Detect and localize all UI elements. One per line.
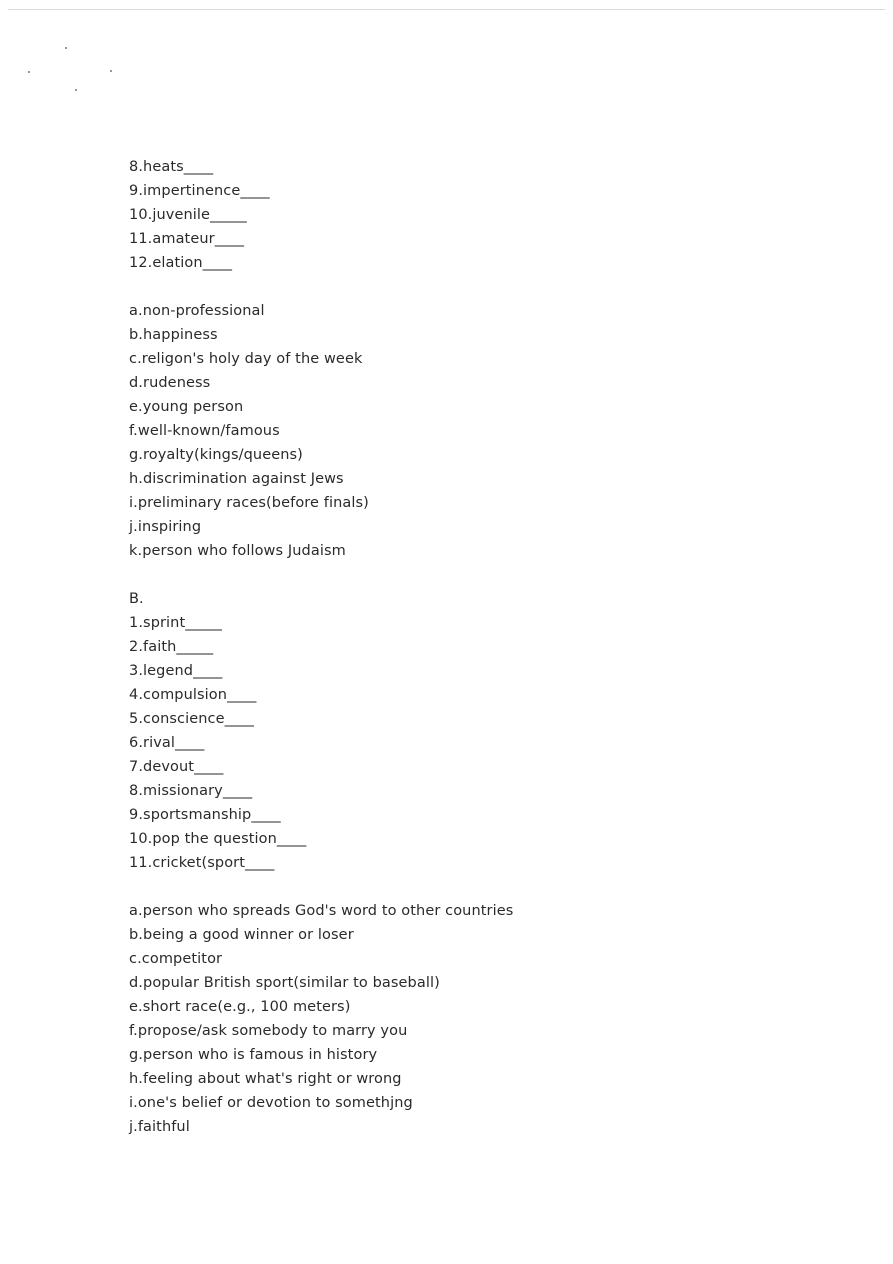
vocab-item: 9.impertinence____ <box>129 183 270 199</box>
definition-item: a.non-professional <box>129 303 265 319</box>
part-b-word-list <box>129 611 729 875</box>
vocab-item: 11.amateur____ <box>129 231 245 247</box>
scan-edge-line <box>8 9 885 10</box>
vocab-item: 12.elation____ <box>129 255 233 271</box>
scan-speck <box>65 47 67 49</box>
vocab-item: 10.pop the question____ <box>129 831 307 847</box>
part-b-definition-list <box>129 899 729 1139</box>
vocab-item: 10.juvenile_____ <box>129 207 247 223</box>
definition-item: d.popular British sport(similar to baseball) <box>129 975 440 991</box>
definition-item: b.being a good winner or loser <box>129 927 354 943</box>
definition-item: k.person who follows Judaism <box>129 543 346 559</box>
scan-speck <box>110 70 112 72</box>
definition-item: a.person who spreads God's word to other countries <box>129 903 514 919</box>
scan-speck <box>75 89 77 91</box>
vocab-item: 8.heats____ <box>129 159 214 175</box>
vocab-item: 1.sprint_____ <box>129 615 223 631</box>
definition-item: g.person who is famous in history <box>129 1047 378 1063</box>
definition-item: e.young person <box>129 399 244 415</box>
vocab-item: 8.missionary____ <box>129 783 253 799</box>
vocab-item: 2.faith_____ <box>129 639 214 655</box>
vocab-item: 7.devout____ <box>129 759 224 775</box>
vocab-item: 9.sportsmanship____ <box>129 807 281 823</box>
worksheet-body <box>129 155 729 1139</box>
part-a-definition-list <box>129 299 729 563</box>
definition-item: c.competitor <box>129 951 223 967</box>
definition-item: h.feeling about what's right or wrong <box>129 1071 402 1087</box>
definition-item: e.short race(e.g., 100 meters) <box>129 999 351 1015</box>
scan-speck <box>28 71 30 73</box>
vocab-item: 5.conscience____ <box>129 711 255 727</box>
section-heading: B. <box>129 591 144 607</box>
definition-item: i.preliminary races(before finals) <box>129 495 369 511</box>
vocab-item: 11.cricket(sport____ <box>129 855 275 871</box>
definition-item: j.inspiring <box>129 519 202 535</box>
definition-item: c.religon's holy day of the week <box>129 351 363 367</box>
definition-item: j.faithful <box>129 1119 190 1135</box>
definition-item: g.royalty(kings/queens) <box>129 447 303 463</box>
part-a-word-list <box>129 155 729 275</box>
vocab-item: 3.legend____ <box>129 663 223 679</box>
definition-item: h.discrimination against Jews <box>129 471 344 487</box>
definition-item: f.propose/ask somebody to marry you <box>129 1023 408 1039</box>
definition-item: b.happiness <box>129 327 218 343</box>
definition-item: d.rudeness <box>129 375 211 391</box>
definition-item: f.well-known/famous <box>129 423 280 439</box>
vocab-item: 4.compulsion____ <box>129 687 257 703</box>
definition-item: i.one's belief or devotion to somethjng <box>129 1095 413 1111</box>
vocab-item: 6.rival____ <box>129 735 205 751</box>
